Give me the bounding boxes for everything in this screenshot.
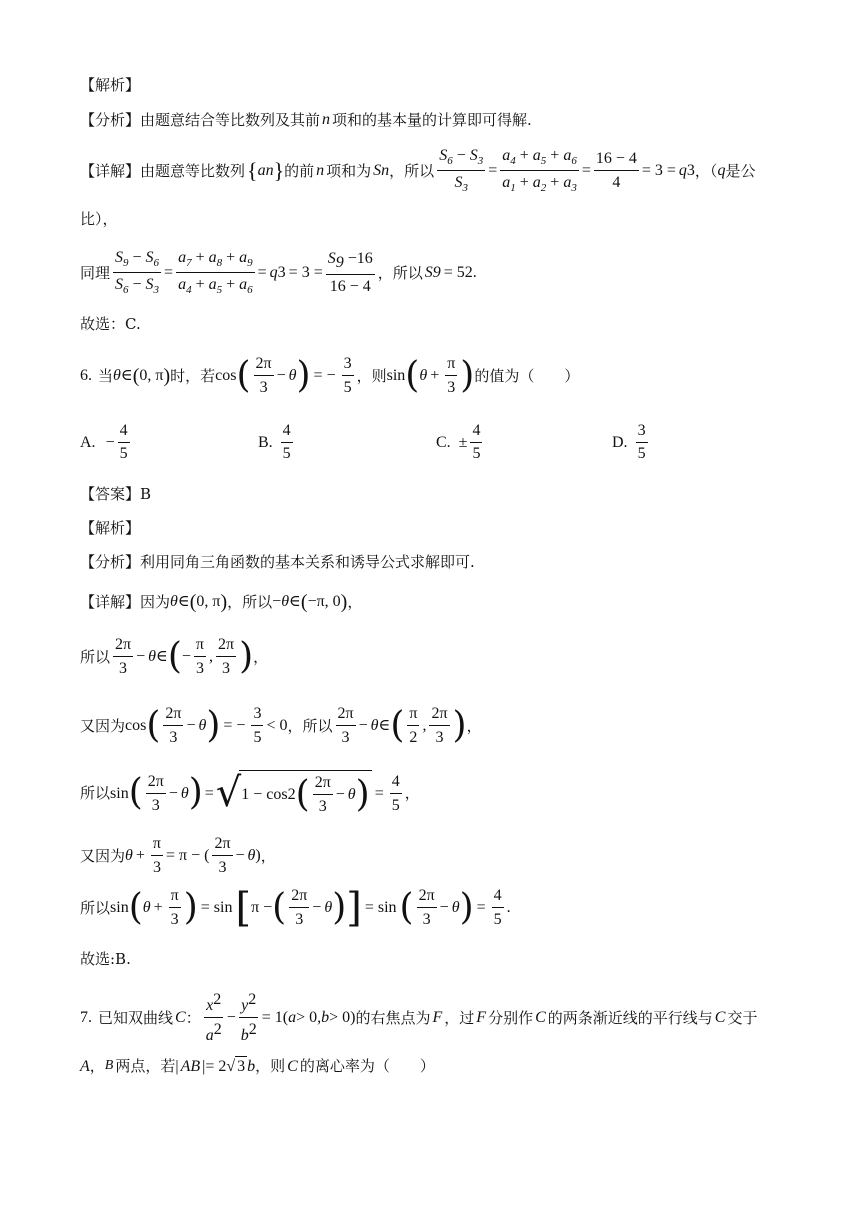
- option-a[interactable]: A. − $\frac{4}{5}$: [80, 422, 128, 462]
- text-fragment: 的两条渐近线的平行线与: [547, 1008, 713, 1027]
- answer-line-1: [80, 315, 141, 333]
- option-a-label: A.: [80, 433, 96, 451]
- answer-text-2: 故选:B.: [80, 950, 131, 968]
- analysis-text: 【分析】由题意结合等比数列及其前: [80, 110, 321, 129]
- analysis-text-2: 【分析】利用同角三角函数的基本关系和诱导公式求解即可.: [80, 553, 475, 571]
- solution-label: 【详解】由题意等比数列: [80, 161, 246, 180]
- analysis-heading: [80, 76, 140, 94]
- solution2-line-6: 所以 sin ( θ + $\frac{\pi}{3}$ ) = sin [ π − ( $\frac{2\pi}{3}$ − θ ) ] = sin ( $\frac{2\pi}{3}$ − θ ) = $\frac{4}{5}$ .: [80, 884, 511, 931]
- formula-fraction: $\frac{S_6 - S_3}{S_3}$: [439, 147, 484, 195]
- text-fragment: 两点，若: [115, 1057, 176, 1076]
- analysis-label: 【解析】: [80, 76, 141, 94]
- text-fragment: ，所以: [287, 716, 333, 735]
- text-fragment: ，所以: [227, 593, 273, 611]
- text-fragment: 所以: [80, 647, 111, 666]
- option-c[interactable]: C. ± $\frac{4}{5}$: [436, 422, 481, 462]
- text-fragment: 的前: [284, 161, 315, 180]
- solution-line-1: 【详解】由题意等比数列 { a n } 的前 n 项和为 S n ，所以 $\frac{S_6 - S_3}{S_3}$ = $\frac{a_4 + a_5 + a_6}{a_1 + a_2 + a_3}$ = $\frac{16 - 4}{4}$ = 3 = q 3 ，（ q 是公: [80, 147, 756, 195]
- solution2-line-5: 又因为 θ + $\frac{\pi}{3}$ = π − ( $\frac{2\pi}{3}$ − θ ) ，: [80, 835, 276, 877]
- text-fragment: 所以: [80, 784, 111, 803]
- text-fragment: 又因为: [80, 846, 126, 865]
- solution2-line-2: 所以 $\frac{2\pi}{3}$ − θ ∈ ( − $\frac{\pi}{3}$ , $\frac{2\pi}{3}$ ) ，: [80, 635, 269, 678]
- text-fragment: 时，若: [170, 366, 216, 385]
- text-fragment: ，: [89, 1057, 105, 1076]
- question-7-cont: A ， B 两点，若 | AB |= 2 √ 3 b ，则 C 的离心率为（ ）: [80, 1057, 435, 1076]
- formula-fraction: $\frac{16 - 4}{4}$: [595, 150, 637, 192]
- answer-line-2: [80, 950, 131, 968]
- analysis-heading-2: [80, 519, 140, 537]
- analysis-line: [80, 110, 532, 129]
- text-fragment: 所以: [80, 898, 111, 917]
- formula-fraction: $\frac{S_9 -16}{16 - 4}$: [327, 250, 373, 296]
- text-fragment: 的值为（ ）: [474, 366, 580, 385]
- option-d-label: D.: [612, 433, 628, 451]
- formula-fraction: $\frac{S_9 - S_6}{S_6 - S_3}$: [115, 249, 160, 297]
- answer-label: 【答案】B: [80, 485, 152, 503]
- text-fragment: 是公: [725, 161, 756, 180]
- text-fragment: ，所以: [377, 263, 423, 282]
- text-fragment: 项和为: [326, 161, 372, 180]
- option-d[interactable]: D. $\frac{3}{5}$: [612, 422, 646, 462]
- formula-fraction: $\frac{a_7 + a_8 + a_9}{a_4 + a_5 + a_6}$: [178, 249, 253, 297]
- text-fragment: 的右焦点为: [355, 1008, 431, 1027]
- question-7: 7. 已知双曲线 C ： $\frac{x^2}{a^2}$ − $\frac{y^2}{b^2}$ = 1( a > 0, b > 0) 的右焦点为 F ，过 F 分别作 C 的两条渐近线的平行线与 C 交于: [80, 991, 758, 1045]
- var-n: n: [322, 111, 331, 128]
- text-fragment: ，则: [356, 366, 387, 385]
- solution2-line-1: 【详解】因为 θ ∈ ( 0, π ) ，所以 − θ ∈ ( −π, 0 ) ，: [80, 591, 363, 613]
- question-6: 6. 当 θ ∈ ( 0, π ) 时，若 cos ( $\frac{2\pi}{3}$ − θ ) = − $\frac{3}{5}$ ，则 sin ( θ + $\frac{\pi}{3}$ ) 的值为（ ）: [80, 354, 580, 397]
- solution-line-1-cont: [80, 210, 118, 228]
- text-fragment: 分别作: [488, 1008, 534, 1027]
- formula-fraction: $\frac{a_4 + a_5 + a_6}{a_1 + a_2 + a_3}$: [502, 147, 577, 195]
- text-fragment: 【详解】因为: [80, 593, 171, 611]
- text-fragment: 同理: [80, 263, 111, 282]
- option-b-label: B.: [258, 433, 273, 451]
- text-fragment: ，则: [255, 1057, 286, 1076]
- solution2-line-3: 又因为 cos ( $\frac{2\pi}{3}$ − θ ) = − $\frac{3}{5}$ < 0 ，所以 $\frac{2\pi}{3}$ − θ ∈ ( $\frac{\pi}{2}$ , $\frac{2\pi}{3}$ ) ，: [80, 704, 482, 747]
- s9-value: = 52: [443, 264, 473, 282]
- question-number-7: 7.: [80, 1009, 92, 1027]
- answer-heading: [80, 485, 151, 503]
- text-fragment: 当: [98, 366, 114, 385]
- answer-text: 故选：C.: [80, 315, 141, 333]
- option-b[interactable]: B. $\frac{4}{5}$: [258, 422, 291, 462]
- analysis-text-rest: 项和的基本量的计算即可得解.: [332, 110, 532, 129]
- question-number: 6.: [80, 367, 92, 385]
- text-fragment: 已知双曲线: [98, 1008, 174, 1027]
- solution2-line-4: 所以 sin ( $\frac{2\pi}{3}$ − θ ) = √ 1 − cos 2 ( $\frac{2\pi}{3}$ − θ ) = $\frac{4}{5}$ ，: [80, 770, 420, 817]
- text-fragment: 比），: [80, 210, 118, 228]
- text-fragment: ，所以: [389, 161, 435, 180]
- text-fragment: 交于: [727, 1008, 758, 1027]
- option-c-label: C.: [436, 433, 451, 451]
- text-fragment: ，（: [694, 161, 718, 180]
- solution-line-2: 同理 $\frac{S_9 - S_6}{S_6 - S_3}$ = $\frac{a_7 + a_8 + a_9}{a_4 + a_5 + a_6}$ = q 3 = 3 = $\frac{S_9 -16}{16 - 4}$ ，所以 S 9 = 52 .: [80, 249, 477, 297]
- analysis-line-2: [80, 553, 475, 571]
- text-fragment: ，过: [444, 1008, 475, 1027]
- analysis-label-2: 【解析】: [80, 519, 141, 537]
- text-fragment: 的离心率为（ ）: [299, 1057, 435, 1076]
- text-fragment: 又因为: [80, 716, 126, 735]
